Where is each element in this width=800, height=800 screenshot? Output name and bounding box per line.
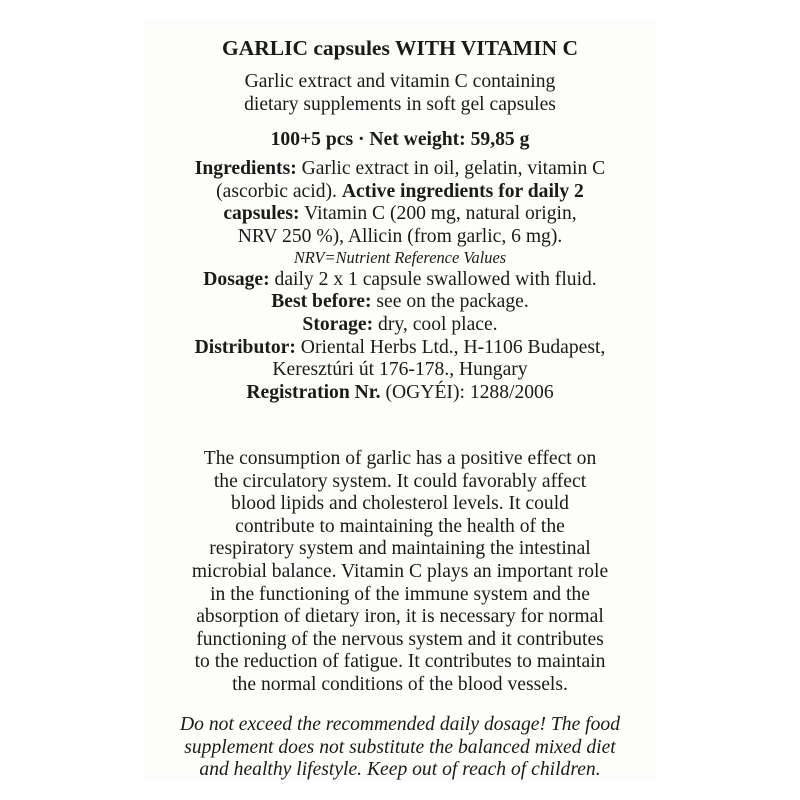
ingredients-line [143, 158, 657, 181]
claims-line: to the reduction of fatigue. It contributes to maintain [194, 651, 606, 673]
best-before-label: Best before: [271, 291, 372, 313]
best-before-line [143, 291, 657, 314]
claims-line: the normal conditions of the blood vessels. [232, 673, 568, 695]
health-claims [143, 448, 657, 697]
claims-line: microbial balance. Vitamin C plays an important role [191, 560, 609, 582]
dosage-label: Dosage: [203, 268, 270, 290]
distributor-label: Distributor: [194, 336, 296, 358]
storage-line [143, 314, 657, 337]
ingredients-line [143, 203, 657, 226]
warning-text [143, 714, 657, 782]
subtitle-line: dietary supplements in soft gel capsules [244, 93, 556, 115]
active-ingredients-label: capsules: [223, 203, 300, 225]
registration-text: (OGYÉI): 1288/2006 [380, 381, 554, 403]
ingredients-text: (ascorbic acid). [216, 180, 342, 202]
distributor-line [143, 337, 657, 360]
ingredients-label: Ingredients: [194, 158, 297, 179]
product-info [143, 158, 657, 404]
claims-line: The consumption of garlic has a positive effect on [203, 448, 597, 469]
warning-line: supplement does not substitute the balanced mixed diet [184, 736, 616, 758]
registration-label: Registration Nr. [246, 381, 381, 403]
claims-line: contribute to maintaining the health of the [235, 515, 565, 537]
product-title: GARLIC capsules WITH VITAMIN C [222, 36, 578, 60]
ingredients-line [143, 181, 657, 204]
product-subtitle [143, 71, 657, 116]
registration-line [143, 382, 657, 405]
ingredients-text: Garlic extract in oil, gelatin, vitamin C [296, 158, 606, 179]
active-ingredients-label: Active ingredients for daily 2 [341, 180, 584, 202]
nrv-note: NRV=Nutrient Reference Values [293, 248, 507, 268]
claims-line: absorption of dietary iron, it is necessary for normal [196, 606, 604, 628]
claims-line: functioning of the nervous system and it contributes [196, 628, 604, 650]
storage-label: Storage: [302, 314, 374, 336]
distributor-address: Keresztúri út 176-178., Hungary [272, 359, 528, 381]
active-ingredients-text: Vitamin C (200 mg, natural origin, [299, 203, 577, 225]
active-ingredients-text: NRV 250 %), Allicin (from garlic, 6 mg). [237, 225, 563, 247]
dosage-line [143, 269, 657, 292]
claims-line: in the functioning of the immune system and the [210, 583, 590, 605]
claims-line: respiratory system and maintaining the intestinal [209, 538, 591, 560]
best-before-text: see on the package. [371, 291, 529, 313]
product-label [143, 18, 657, 782]
warning-line: Do not exceed the recommended daily dosage! The food [180, 714, 620, 735]
distributor-text: Oriental Herbs Ltd., H-1106 Budapest, [295, 336, 606, 358]
warning-line: and healthy lifestyle. Keep out of reach of children. [199, 759, 601, 781]
distributor-line [143, 359, 657, 382]
dosage-text: daily 2 x 1 capsule swallowed with fluid. [269, 268, 597, 290]
claims-line: blood lipids and cholesterol levels. It could [231, 493, 569, 515]
subtitle-line: Garlic extract and vitamin C containing [244, 71, 556, 92]
claims-line: the circulatory system. It could favorably affect [213, 470, 587, 492]
storage-text: dry, cool place. [373, 314, 498, 336]
net-weight: 100+5 pcs · Net weight: 59,85 g [270, 129, 530, 150]
ingredients-line [143, 226, 657, 249]
